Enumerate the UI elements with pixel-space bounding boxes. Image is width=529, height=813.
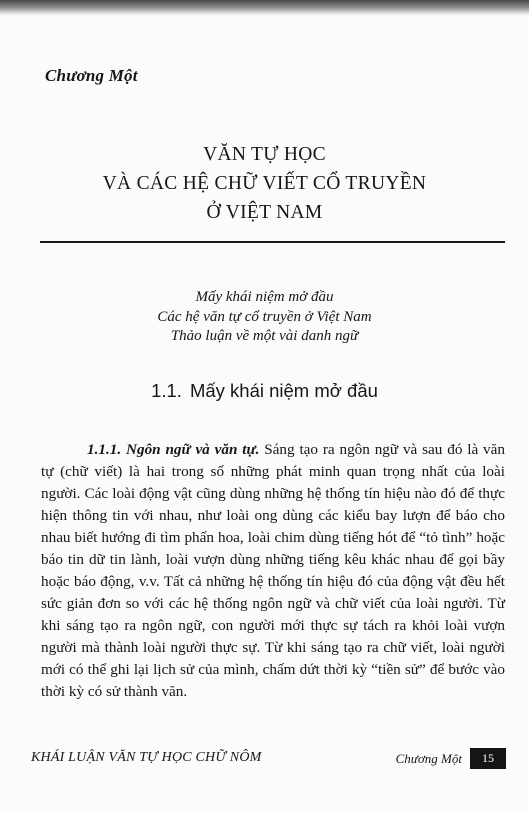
chapter-title: [40, 140, 489, 227]
chapter-title-line-1: VĂN TỰ HỌC: [203, 144, 326, 165]
page-number: 15: [470, 748, 506, 769]
footer-book-title: KHÁI LUẬN VĂN TỰ HỌC CHỮ NÔM: [31, 750, 262, 765]
page-footer: [31, 748, 506, 770]
chapter-label: Chương Một: [45, 66, 138, 85]
section-number: 1.1.: [151, 380, 182, 401]
footer-chapter: Chương Một: [395, 751, 462, 766]
topic-item-1: Mấy khái niệm mở đầu: [195, 289, 334, 305]
paragraph-text: Sáng tạo ra ngôn ngữ và sau đó là văn tự (chữ viết) là hai trong số những phát minh quan trọng nhất của loài người. Các loài động vật cũng dùng những hệ thống tín hiệu nào đó để thực hiện thông tin với nhau, như loài ong dùng các kiểu bay lượn để báo cho nhau biết hướng đi tìm phấn hoa, loài chim dùng tiếng hót để “tỏ tình” hoặc báo tin dữ tin lành, loài vượn dùng những tiếng kêu khác nhau để gọi bầy hoặc báo động, v.v. Tất cả những hệ thống tín hiệu đó của động vật đều hết sức giản đơn so với các hệ thống ngôn ngữ và chữ viết của loài người. Từ khi sáng tạo ra ngôn ngữ, con người mới thực sự tách ra khỏi loài vượn người mà thành loài người thực sự. Từ khi sáng tạo ra chữ viết, loài người mới có thể ghi lại lịch sử của mình, chấm dứt thời kỳ “tiền sử” để bước vào thời kỳ có sử thành văn.: [41, 441, 505, 700]
section-heading: [40, 380, 489, 402]
scan-edge-shadow: [0, 0, 529, 16]
chapter-topics: [0, 288, 529, 347]
title-divider: [40, 241, 505, 243]
body-paragraph: [41, 439, 505, 703]
chapter-title-line-3: Ở VIỆT NAM: [206, 202, 323, 223]
subsection-runin-heading: 1.1.1. Ngôn ngữ và văn tự.: [87, 441, 260, 458]
chapter-title-line-2: VÀ CÁC HỆ CHỮ VIẾT CỔ TRUYỀN: [102, 173, 427, 194]
section-title: Mấy khái niệm mở đầu: [189, 380, 378, 401]
topic-item-2: Các hệ văn tự cổ truyền ở Việt Nam: [157, 308, 372, 325]
topic-item-3: Thảo luận về một vài danh ngữ: [170, 328, 359, 344]
